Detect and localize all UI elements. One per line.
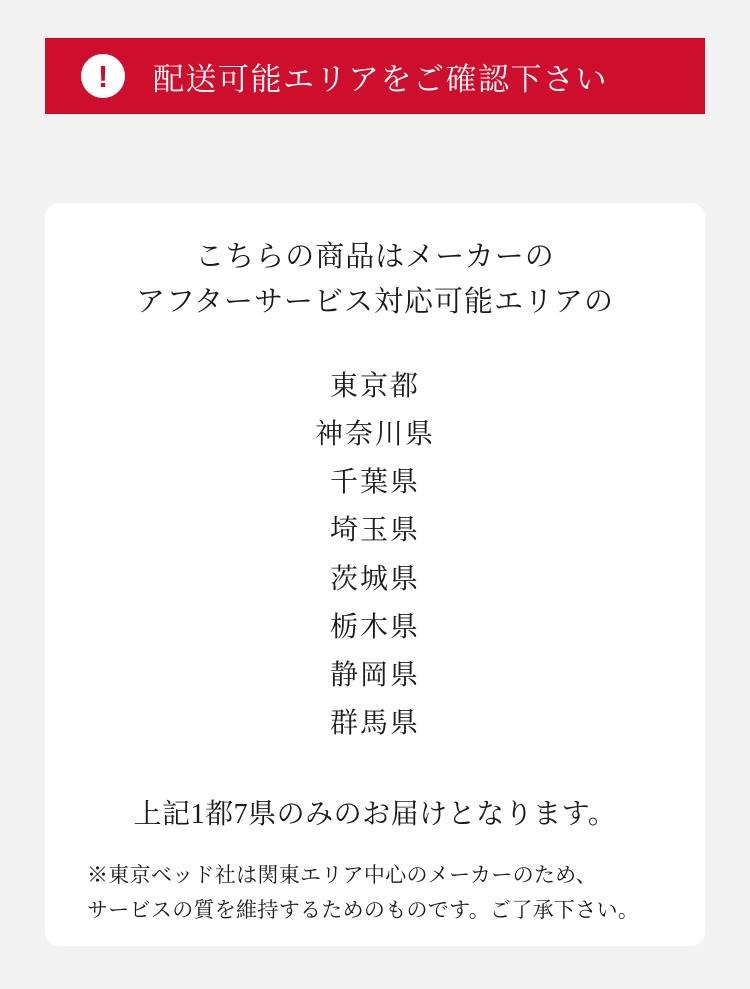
notice-card (45, 203, 705, 946)
area-item: 茨城県 (329, 563, 420, 595)
area-item: 静岡県 (329, 659, 420, 691)
lead-text (75, 235, 675, 325)
note-text (75, 858, 675, 927)
lead-line-2: アフターサービス対応可能エリアの (136, 285, 614, 318)
note-line-2: サービスの質を維持するためのものです。ご了承下さい。 (87, 897, 640, 922)
notice-banner (45, 38, 705, 114)
area-item: 東京都 (329, 370, 420, 402)
note-line-1: ※東京ベッド社は関東エリア中心のメーカーのため、 (87, 863, 597, 888)
area-list (75, 363, 675, 748)
area-item: 群馬県 (329, 707, 420, 739)
exclamation-icon: ! (81, 54, 125, 98)
area-item: 埼玉県 (329, 515, 420, 547)
summary-text: 上記1都7県のみのお届けとなります。 (133, 799, 617, 831)
lead-line-1: こちらの商品はメーカーの (195, 241, 555, 273)
area-item: 神奈川県 (314, 419, 435, 451)
area-item: 千葉県 (329, 467, 420, 499)
banner-title: 配送可能エリアをご確認下さい (153, 61, 608, 97)
area-item: 栃木県 (329, 611, 420, 643)
